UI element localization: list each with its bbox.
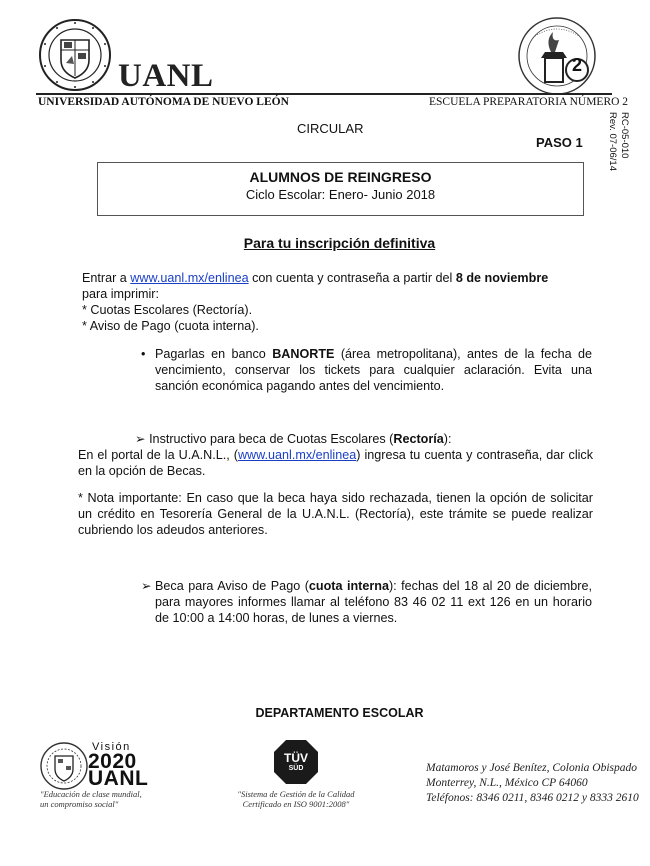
code-line-2: Rev. 07-06/14: [607, 112, 618, 171]
paso-label: PASO 1: [536, 135, 583, 150]
intro-paragraph: [82, 270, 592, 334]
beca-rectoria: Rectoría: [393, 432, 444, 446]
iso-line-2: Certificado en ISO 9001:2008": [242, 799, 350, 809]
payment-text-1: Pagarlas en banco: [155, 347, 273, 361]
document-revision: [606, 112, 618, 171]
tuv-sub: SÜD: [288, 765, 304, 772]
beca-aviso-text-1: Beca para Aviso de Pago (: [155, 579, 309, 593]
prepa2-emblem-icon: [515, 14, 605, 98]
cuota-interna: cuota interna: [308, 579, 389, 593]
uanl-logo-text: UANL: [118, 58, 214, 94]
beca-portal-text-1: En el portal de la U.A.N.L., (: [78, 448, 238, 462]
vision-motto-line-1: "Educación de clase mundial,: [40, 789, 142, 799]
header-rule: [36, 93, 612, 95]
address-line-2: Monterrey, N.L., México CP 64060: [426, 777, 588, 789]
beca-cuotas-heading: [78, 431, 593, 447]
circular-label: CIRCULAR: [297, 121, 364, 136]
intro-text-2: con cuenta y contraseña a partir del: [248, 271, 456, 285]
bullet-dot-icon: •: [141, 347, 146, 361]
beca-enlinea-link[interactable]: www.uanl.mx/enlinea: [237, 448, 357, 462]
beca-cuotas-section: [78, 431, 593, 479]
document-title: ALUMNOS DE REINGRESO: [249, 169, 432, 185]
prepa-number: 2: [571, 55, 582, 75]
print-item-aviso: * Aviso de Pago (cuota interna).: [82, 319, 259, 333]
vision-emblem-icon: [38, 740, 90, 792]
enlinea-link[interactable]: www.uanl.mx/enlinea: [130, 271, 249, 285]
start-date: 8 de noviembre: [455, 271, 549, 285]
intro-line-1: [82, 270, 592, 286]
document-code: [618, 112, 630, 158]
university-name: UNIVERSIDAD AUTÓNOMA DE NUEVO LEÓN: [38, 96, 289, 108]
bank-name: BANORTE: [272, 347, 335, 361]
vision-uanl: UANL: [88, 767, 149, 790]
tuv-text: TÜV: [284, 751, 308, 765]
beca-aviso-text-2: ): fechas del 18 al 20 de diciembre, para mayores informes llamar al teléfono 83 46 02 11 ext 126 en un horario de 10:00 a 14:00 horas, de lunes a viernes.: [155, 579, 592, 625]
beca-cuotas-instructions: [78, 447, 593, 479]
intro-text-3: para imprimir:: [82, 287, 159, 301]
section-subtitle: Para tu inscripción definitiva: [243, 235, 436, 251]
important-note: * Nota importante: En caso que la beca haya sido rechazada, tienen la opción de solicitar un crédito en Tesorería General de la U.A.N.L. (Rectoría), este trámite se puede realizar cubriendo los adeudos anteriores.: [78, 491, 593, 537]
address-line-1: Matamoros y José Benítez, Colonia Obispado: [426, 762, 638, 774]
uanl-seal-icon: [38, 18, 112, 92]
intro-text-1: Entrar a: [82, 271, 131, 285]
school-cycle: Ciclo Escolar: Enero- Junio 2018: [245, 187, 436, 202]
vision-text: Visión: [92, 741, 131, 753]
beca-aviso-section: [155, 578, 592, 626]
department-signature: DEPARTAMENTO ESCOLAR: [255, 706, 424, 720]
beca-portal-text-2: ) ingresa tu cuenta y contraseña, dar click en la opción de Becas.: [78, 448, 594, 478]
payment-text-2: (área metropolitana), antes de la fecha de vencimiento, conservar los tickets para cualquier aclaración. Evita una sanción económica pagando antes del vencimiento.: [155, 347, 592, 393]
vision-motto-line-2: un compromiso social": [40, 799, 119, 809]
arrow-bullet-icon: ➢: [135, 432, 146, 446]
iso-certification-text: [216, 789, 376, 809]
vision-motto: [40, 789, 142, 809]
school-address: [426, 761, 641, 806]
code-line-1: RC-05-010: [619, 112, 630, 159]
title-box: [97, 162, 584, 216]
print-item-cuotas: * Cuotas Escolares (Rectoría).: [82, 303, 253, 317]
beca-cuotas-text-2: ):: [443, 432, 452, 446]
beca-cuotas-text-1: Instructivo para beca de Cuotas Escolares (: [149, 432, 394, 446]
school-name: ESCUELA PREPARATORIA NÚMERO 2: [429, 96, 629, 108]
iso-line-1: "Sistema de Gestión de la Calidad: [237, 789, 355, 799]
address-phones: Teléfonos: 8346 0211, 8346 0212 y 8333 2610: [426, 792, 639, 804]
arrow-bullet-icon-2: ➢: [141, 579, 152, 593]
payment-bullet: [155, 346, 592, 394]
vision-year: 2020: [88, 750, 137, 773]
